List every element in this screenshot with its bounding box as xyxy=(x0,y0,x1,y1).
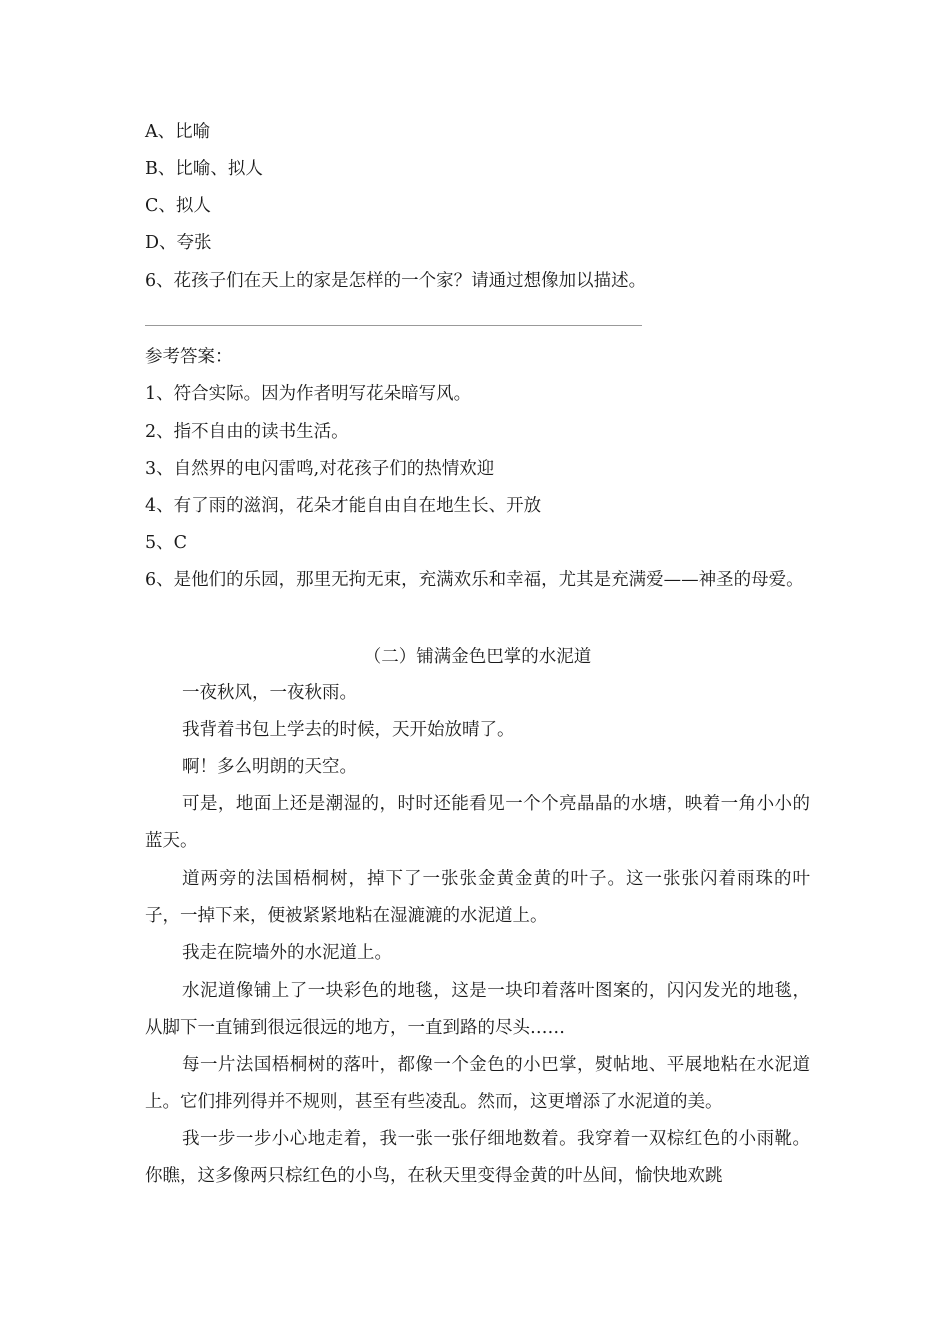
answer-4: 4、有了雨的滋润，花朵才能自由自在地生长、开放 xyxy=(145,496,542,516)
paragraph: 我一步一步小心地走着，我一张一张仔细地数着。我穿着一双棕红色的小雨靴。你瞧，这多像两只棕红色的小鸟，在秋天里变得金黄的叶丛间，愉快地欢跳 xyxy=(145,1129,810,1186)
passage-title: （二）铺满金色巴掌的水泥道 xyxy=(363,647,592,667)
option-a: A、比喻 xyxy=(145,122,211,142)
answers-heading: 参考答案： xyxy=(145,347,233,367)
paragraph: 每一片法国梧桐树的落叶，都像一个金色的小巴掌，熨帖地、平展地粘在水泥道上。它们排列得并不规则，甚至有些凌乱。然而，这更增添了水泥道的美。 xyxy=(145,1055,810,1112)
option-b: B、比喻、拟人 xyxy=(145,159,263,179)
paragraph: 水泥道像铺上了一块彩色的地毯，这是一块印着落叶图案的，闪闪发光的地毯，从脚下一直铺到很远很远的地方，一直到路的尽头…… xyxy=(145,981,810,1038)
option-c: C、拟人 xyxy=(145,196,211,216)
paragraph: 啊！多么明朗的天空。 xyxy=(182,757,357,777)
answer-2: 2、指不自由的读书生活。 xyxy=(145,422,349,442)
paragraph: 道两旁的法国梧桐树，掉下了一张张金黄金黄的叶子。这一张张闪着雨珠的叶子，一掉下来，便被紧紧地粘在湿漉漉的水泥道上。 xyxy=(145,869,810,926)
answer-6: 6、是他们的乐园，那里无拘无束，充满欢乐和幸福，尤其是充满爱——神圣的母爱。 xyxy=(145,570,804,590)
answer-5: 5、C xyxy=(145,533,188,553)
answer-1: 1、符合实际。因为作者明写花朵暗写风。 xyxy=(145,384,472,404)
paragraph: 可是，地面上还是潮湿的，时时还能看见一个个亮晶晶的水塘，映着一角小小的蓝天。 xyxy=(145,794,810,851)
section-divider xyxy=(145,325,642,326)
paragraph: 我走在院墙外的水泥道上。 xyxy=(182,943,392,963)
paragraph: 一夜秋风，一夜秋雨。 xyxy=(182,683,357,703)
option-d: D、夸张 xyxy=(145,233,212,253)
answer-3: 3、自然界的电闪雷鸣,对花孩子们的热情欢迎 xyxy=(145,459,495,479)
paragraph: 我背着书包上学去的时候，天开始放晴了。 xyxy=(182,720,515,740)
question-6: 6、花孩子们在天上的家是怎样的一个家？请通过想像加以描述。 xyxy=(145,271,647,291)
